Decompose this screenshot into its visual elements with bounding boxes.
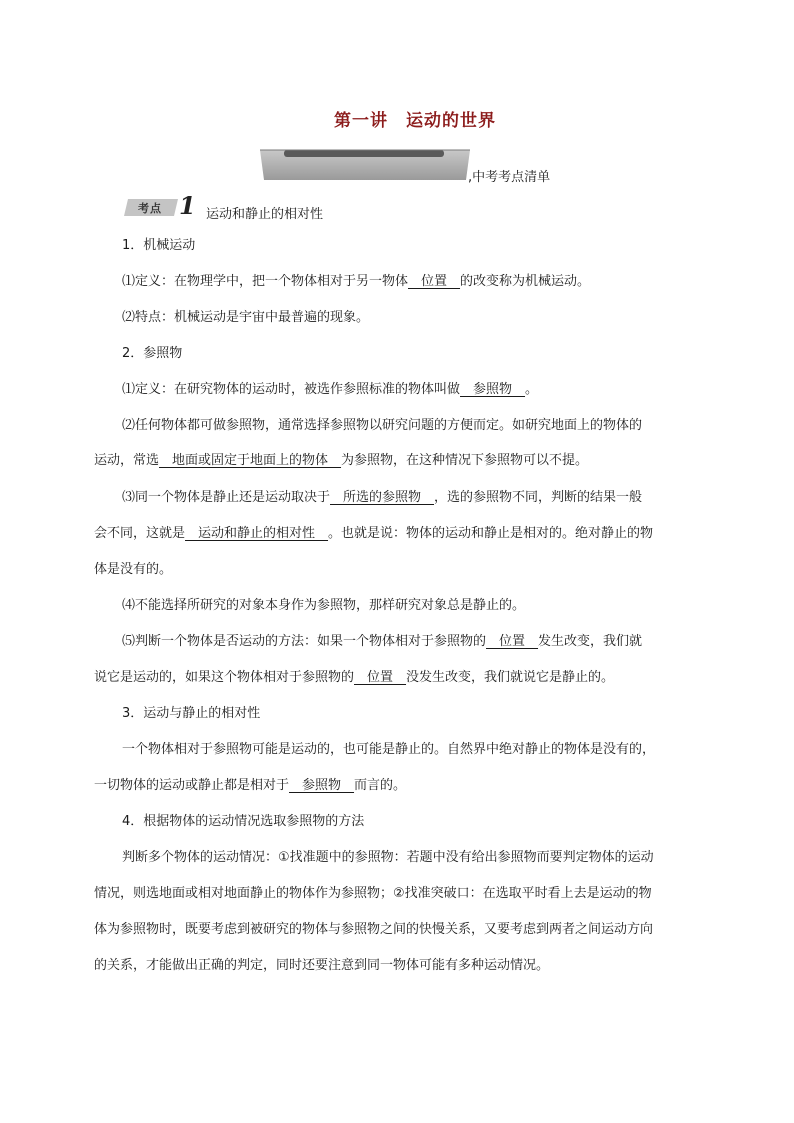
answer-blank: 参照物 [460,382,526,397]
section-1-heading: 1．机械运动 [122,238,196,253]
page-title: 第一讲 运动的世界 [334,111,496,131]
text-segment: 发生改变，我们就 [538,634,643,649]
text-segment: ⑴定义：在物理学中，把一个物体相对于另一物体 [122,274,409,289]
s4-line4: 的关系，才能做出正确的判定，同时还要注意到同一物体可能有多种运动情况。 [94,958,550,973]
s2-p2-line1: ⑵任何物体都可做参照物，通常选择参照物以研究问题的方便而定。如研究地面上的物体的 [122,418,643,433]
section-2-heading: 2．参照物 [122,346,183,361]
text-segment: 没发生改变，我们就说它是静止的。 [406,670,615,685]
s2-p5-line1 [122,633,642,651]
answer-blank: 所选的参照物 [330,490,435,505]
text-segment: 而言的。 [354,778,407,793]
text-segment: ⑶同一个物体是静止还是运动取决于 [122,490,331,505]
kaodian-title: 运动和静止的相对性 [206,207,324,222]
s2-p3-line2 [94,525,653,543]
banner-label: ,中考考点清单 [468,170,551,185]
answer-blank: 位置 [486,634,539,649]
s1-definition [122,273,590,291]
section-4-heading: 4．根据物体的运动情况选取参照物的方法 [122,814,365,829]
text-segment: ，选的参照物不同，判断的结果一般 [434,490,643,505]
text-segment: 说它是运动的，如果这个物体相对于参照物的 [94,670,355,685]
text-segment: ⑴定义：在研究物体的运动时，被选作参照标准的物体叫做 [122,382,461,397]
s4-line1: 判断多个物体的运动情况：①找准题中的参照物：若题中没有给出参照物而要判定物体的运动 [122,850,654,865]
answer-blank: 位置 [408,274,461,289]
text-segment: 。也就是说：物体的运动和静止是相对的。绝对静止的物 [328,526,654,541]
s2-p5-line2 [94,669,614,687]
text-segment: ⑸判断一个物体是否运动的方法：如果一个物体相对于参照物的 [122,634,487,649]
s2-p3-line1 [122,489,642,507]
s1-feature: ⑵特点：机械运动是宇宙中最普遍的现象。 [122,310,370,325]
s2-p2-line2 [94,452,588,470]
s4-line2: 情况，则选地面或相对地面静止的物体作为参照物；②找准突破口：在选取平时看上去是运动的物 [94,886,652,901]
text-segment: 运动，常选 [94,453,160,468]
answer-blank: 地面或固定于地面上的物体 [159,453,342,468]
s3-line1: 一个物体相对于参照物可能是运动的，也可能是静止的。自然界中绝对静止的物体是没有的， [122,742,656,757]
text-segment: 一切物体的运动或静止都是相对于 [94,778,290,793]
s4-line3: 体为参照物时，既要考虑到被研究的物体与参照物之间的快慢关系，又要考虑到两者之间运动方向 [94,922,654,937]
text-segment: 为参照物，在这种情况下参照物可以不提。 [341,453,589,468]
s2-p4: ⑷不能选择所研究的对象本身作为参照物，那样研究对象总是静止的。 [122,598,526,613]
answer-blank: 参照物 [289,778,355,793]
section-banner-graphic [258,146,472,182]
answer-blank: 运动和静止的相对性 [185,526,329,541]
kaodian-badge-label: 考点 [138,202,162,215]
s3-line2 [94,777,406,795]
answer-blank: 位置 [354,670,407,685]
text-segment: 。 [525,382,539,397]
s2-p3-line3: 体是没有的。 [94,562,173,577]
kaodian-number: 1 [179,191,196,220]
text-segment: 会不同，这就是 [94,526,186,541]
section-3-heading: 3．运动与静止的相对性 [122,706,261,721]
text-segment: 的改变称为机械运动。 [460,274,591,289]
s2-definition [122,381,538,399]
